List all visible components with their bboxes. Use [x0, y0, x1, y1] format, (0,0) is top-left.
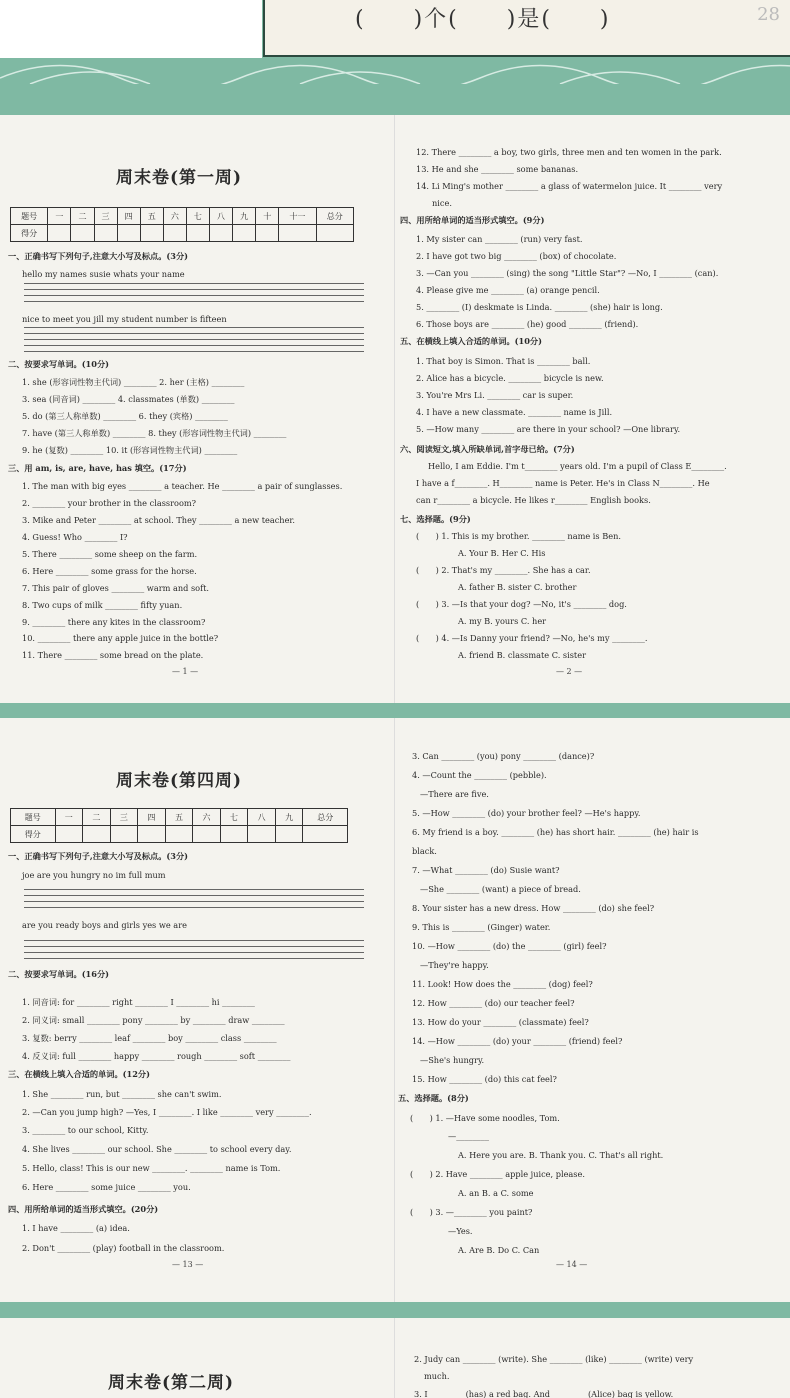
question-line: 15. How ________ (do) this cat feel?	[412, 1074, 557, 1084]
page-number-right: — 2 —	[556, 667, 583, 676]
question-line: 13. He and she ________ some bananas.	[416, 164, 579, 174]
question-line: 2. ________ your brother in the classroom?	[22, 498, 197, 508]
page-number-right: — 14 —	[556, 1260, 588, 1269]
question-line: 3. ________ to our school, Kitty.	[22, 1125, 149, 1135]
question-line: ( ) 3. —Is that your dog? —No, it's ________ dog.	[416, 599, 627, 609]
right-column	[400, 115, 788, 703]
answer-write-line[interactable]	[24, 339, 364, 340]
score-header-cell: 三	[110, 809, 138, 826]
answer-write-line[interactable]	[24, 946, 364, 947]
answer-write-line[interactable]	[24, 283, 364, 284]
question-line: A. father B. sister C. brother	[458, 582, 577, 592]
top-card	[263, 0, 790, 57]
question-line: —There are five.	[420, 789, 489, 799]
answer-write-line[interactable]	[24, 940, 364, 941]
question-line: 8. Your sister has a new dress. How ________ (do) she feel?	[412, 903, 655, 913]
answer-write-line[interactable]	[24, 301, 364, 302]
question-line: A. friend B. classmate C. sister	[458, 650, 586, 660]
question-line: 3. sea (同音词) ________ 4. classmates (单数) ________	[22, 394, 235, 404]
question-line: Hello, I am Eddie. I'm t________ years old. I'm a pupil of Class E________.	[428, 461, 727, 471]
question-line: A. Here you are. B. Thank you. C. That's all right.	[458, 1150, 664, 1160]
question-line: hello my names susie whats your name	[22, 269, 185, 279]
answer-write-line[interactable]	[24, 289, 364, 290]
answer-write-line[interactable]	[24, 295, 364, 296]
question-line: 7. This pair of gloves ________ warm and soft.	[22, 583, 210, 593]
question-line: 6. My friend is a boy. ________ (he) has short hair. ________ (he) hair is	[412, 827, 699, 837]
question-line: 1. That boy is Simon. That is ________ ball.	[416, 356, 591, 366]
score-header-cell: 九	[233, 208, 256, 225]
question-line: joe are you hungry no im full mum	[22, 870, 166, 880]
score-header-cell: 总分	[303, 809, 348, 826]
question-line: 2. 同义词: small ________ pony ________ by ________ draw ________	[22, 1015, 285, 1025]
question-line: 10. —How ________ (do) the ________ (girl) feel?	[412, 941, 607, 951]
question-line: 3. I ________ (has) a red bag. And ________ (Alice) bag is yellow.	[414, 1389, 674, 1398]
question-line: ( ) 1. —Have some noodles, Tom.	[410, 1113, 560, 1123]
question-line: 1. I have ________ (a) idea.	[22, 1223, 130, 1233]
question-line: 9. This is ________ (Ginger) water.	[412, 922, 551, 932]
question-line: 6. Here ________ some grass for the horse.	[22, 566, 197, 576]
section-heading: 五、在横线上填入合适的单词。(10分)	[400, 336, 542, 346]
page-title: 周末卷(第二周)	[108, 1373, 235, 1393]
answer-write-line[interactable]	[24, 901, 364, 902]
question-line: 4. 反义词: full ________ happy ________ rough ________ soft ________	[22, 1051, 291, 1061]
worksheet-week-1	[0, 115, 790, 703]
question-line: ( ) 4. —Is Danny your friend? —No, he's my ________.	[416, 633, 648, 643]
question-line: —They're happy.	[420, 960, 489, 970]
question-line: 2. Don't ________ (play) football in the classroom.	[22, 1243, 225, 1253]
wave-decoration	[0, 58, 790, 84]
question-line: 4. —Count the ________ (pebble).	[412, 770, 547, 780]
question-line: 9. he (复数) ________ 10. it (形容词性物主代词) ________	[22, 445, 238, 455]
page-title: 周末卷(第四周)	[116, 771, 243, 791]
question-line: 5. ________ (I) deskmate is Linda. ________ (she) hair is long.	[416, 302, 663, 312]
page-number-left: — 13 —	[172, 1260, 204, 1269]
question-line: 12. There ________ a boy, two girls, three men and ten women in the park.	[416, 147, 722, 157]
question-line: 3. You're Mrs Li. ________ car is super.	[416, 390, 574, 400]
score-header-cell: 三	[94, 208, 117, 225]
question-line: 1. 同音词: for ________ right ________ I ________ hi ________	[22, 997, 255, 1007]
fold-divider	[394, 718, 395, 1302]
section-heading: 二、按要求写单词。(10分)	[8, 359, 110, 369]
question-line: 14. Li Ming's mother ________ a glass of watermelon juice. It ________ very	[416, 181, 723, 191]
question-line: ( ) 1. This is my brother. ________ name is Ben.	[416, 531, 621, 541]
score-header-cell: 二	[83, 809, 111, 826]
fold-divider	[394, 1318, 395, 1398]
question-line: —Yes.	[448, 1226, 473, 1236]
question-line: 3. —Can you ________ (sing) the song "Little Star"? —No, I ________ (can).	[416, 268, 719, 278]
score-header-cell: 五	[165, 809, 193, 826]
answer-write-line[interactable]	[24, 327, 364, 328]
score-header-cell: 八	[248, 809, 276, 826]
question-line: 4. Guess! Who ________ I?	[22, 532, 128, 542]
question-line: 5. do (第三人称单数) ________ 6. they (宾格) ________	[22, 411, 228, 421]
answer-write-line[interactable]	[24, 958, 364, 959]
section-heading: 三、用 am, is, are, have, has 填空。(17分)	[8, 463, 187, 473]
score-header-cell: 十一	[279, 208, 316, 225]
question-line: 5. There ________ some sheep on the farm.	[22, 549, 198, 559]
question-line: 1. The man with big eyes ________ a teacher. He ________ a pair of sunglasses.	[22, 481, 343, 491]
top-card-page-number: 28	[757, 4, 780, 25]
score-label-cell: 得分	[11, 225, 48, 242]
section-heading: 七、选择题。(9分)	[400, 514, 471, 524]
question-line: ( ) 2. That's my ________. She has a car.	[416, 565, 591, 575]
question-line: nice to meet you jill my student number is fifteen	[22, 314, 227, 324]
page-title: 周末卷(第一周)	[116, 168, 243, 188]
question-line: are you ready boys and girls yes we are	[22, 920, 187, 930]
top-white-panel	[0, 0, 262, 58]
score-header-cell: 七	[220, 809, 248, 826]
score-header-cell: 四	[117, 208, 140, 225]
question-line: 9. ________ there any kites in the classroom?	[22, 617, 206, 627]
question-line: 11. There ________ some bread on the plate.	[22, 650, 204, 660]
question-line: A. Your B. Her C. His	[458, 548, 546, 558]
question-line: A. my B. yours C. her	[458, 616, 547, 626]
question-line: 4. Please give me ________ (a) orange pencil.	[416, 285, 600, 295]
right-column	[400, 718, 788, 1302]
question-line: 4. She lives ________ our school. She ________ to school every day.	[22, 1144, 292, 1154]
answer-write-line[interactable]	[24, 889, 364, 890]
question-line: black.	[412, 846, 437, 856]
fold-divider	[394, 115, 395, 703]
question-line: A. an B. a C. some	[458, 1188, 534, 1198]
question-line: ( ) 2. Have ________ apple juice, please.	[410, 1169, 585, 1179]
section-heading: 四、用所给单词的适当形式填空。(9分)	[400, 215, 545, 225]
question-line: 2. —Can you jump high? —Yes, I ________. I like ________ very ________.	[22, 1107, 312, 1117]
question-line: 2. Judy can ________ (write). She ________ (like) ________ (write) very	[414, 1354, 694, 1364]
question-line: 6. Those boys are ________ (he) good ________ (friend).	[416, 319, 639, 329]
question-line: 12. How ________ (do) our teacher feel?	[412, 998, 575, 1008]
score-header-cell: 题号	[11, 809, 56, 826]
section-heading: 三、在横线上填入合适的单词。(12分)	[8, 1069, 150, 1079]
question-line: 3. 复数: berry ________ leaf ________ boy ________ class ________	[22, 1033, 277, 1043]
question-line: 5. —How ________ (do) your brother feel? —He's happy.	[412, 808, 641, 818]
answer-write-line[interactable]	[24, 345, 364, 346]
score-header-cell: 五	[140, 208, 163, 225]
answer-write-line[interactable]	[24, 895, 364, 896]
section-heading: 四、用所给单词的适当形式填空。(20分)	[8, 1204, 159, 1214]
question-line: 3. Mike and Peter ________ at school. They ________ a new teacher.	[22, 515, 296, 525]
question-line: 10. ________ there any apple juice in the bottle?	[22, 633, 219, 643]
question-line: 5. Hello, class! This is our new ________. ________ name is Tom.	[22, 1163, 281, 1173]
question-line: 7. —What ________ (do) Susie want?	[412, 865, 560, 875]
score-header-cell: 二	[71, 208, 94, 225]
question-line: A. Are B. Do C. Can	[458, 1245, 540, 1255]
section-heading: 一、正确书写下列句子,注意大小写及标点。(3分)	[8, 251, 189, 261]
question-line: 2. I have got two big ________ (box) of chocolate.	[416, 251, 617, 261]
question-line: can r________ a bicycle. He likes r________ English books.	[416, 495, 651, 505]
question-line: —She ________ (want) a piece of bread.	[420, 884, 581, 894]
section-heading: 一、正确书写下列句子,注意大小写及标点。(3分)	[8, 851, 189, 861]
page-number-left: — 1 —	[172, 667, 199, 676]
worksheet-week-4	[0, 718, 790, 1302]
question-line: 5. —How many ________ are there in your school? —One library.	[416, 424, 681, 434]
section-heading: 五、选择题。(8分)	[398, 1093, 469, 1103]
score-header-cell: 一	[48, 208, 71, 225]
question-line: 6. Here ________ some juice ________ you.	[22, 1182, 191, 1192]
question-line: 8. Two cups of milk ________ fifty yuan.	[22, 600, 183, 610]
answer-write-line[interactable]	[24, 907, 364, 908]
score-header-cell: 总分	[316, 208, 353, 225]
score-header-cell: 八	[209, 208, 232, 225]
score-header-cell: 题号	[11, 208, 48, 225]
right-column	[400, 1318, 788, 1398]
section-heading: 六、阅读短文,填入所缺单词,首字母已给。(7分)	[400, 444, 575, 454]
top-card-text: ( )个( )是( )	[355, 7, 611, 32]
question-line: 1. She ________ run, but ________ she can't swim.	[22, 1089, 222, 1099]
question-line: much.	[424, 1371, 450, 1381]
question-line: 14. —How ________ (do) your ________ (friend) feel?	[412, 1036, 623, 1046]
answer-write-line[interactable]	[24, 351, 364, 352]
question-line: 11. Look! How does the ________ (dog) feel?	[412, 979, 593, 989]
question-line: 7. have (第三人称单数) ________ 8. they (形容词性物主代词) ________	[22, 428, 287, 438]
score-header-cell: 四	[138, 809, 166, 826]
question-line: 4. I have a new classmate. ________ name is Jill.	[416, 407, 613, 417]
score-header-cell: 七	[186, 208, 209, 225]
question-line: 1. My sister can ________ (run) very fast.	[416, 234, 583, 244]
question-line: 1. she (形容词性物主代词) ________ 2. her (主格) ________	[22, 377, 245, 387]
question-line: —She's hungry.	[420, 1055, 485, 1065]
left-column	[8, 718, 388, 1302]
question-line: I have a f________. H________ name is Peter. He's in Class N________. He	[416, 478, 710, 488]
score-label-cell: 得分	[11, 826, 56, 843]
score-header-cell: 一	[55, 809, 83, 826]
question-line: 13. How do your ________ (classmate) feel?	[412, 1017, 589, 1027]
score-header-cell: 十	[256, 208, 279, 225]
score-header-cell: 九	[275, 809, 303, 826]
question-line: 3. Can ________ (you) pony ________ (dance)?	[412, 751, 595, 761]
question-line: 2. Alice has a bicycle. ________ bicycle is new.	[416, 373, 604, 383]
worksheet-week-2	[0, 1318, 790, 1398]
score-header-cell: 六	[163, 208, 186, 225]
question-line: nice.	[432, 198, 452, 208]
question-line: ( ) 3. —________ you paint?	[410, 1207, 533, 1217]
score-header-cell: 六	[193, 809, 221, 826]
left-column	[8, 115, 388, 703]
answer-write-line[interactable]	[24, 952, 364, 953]
question-line: —________	[448, 1131, 489, 1141]
section-heading: 二、按要求写单词。(16分)	[8, 969, 110, 979]
answer-write-line[interactable]	[24, 333, 364, 334]
